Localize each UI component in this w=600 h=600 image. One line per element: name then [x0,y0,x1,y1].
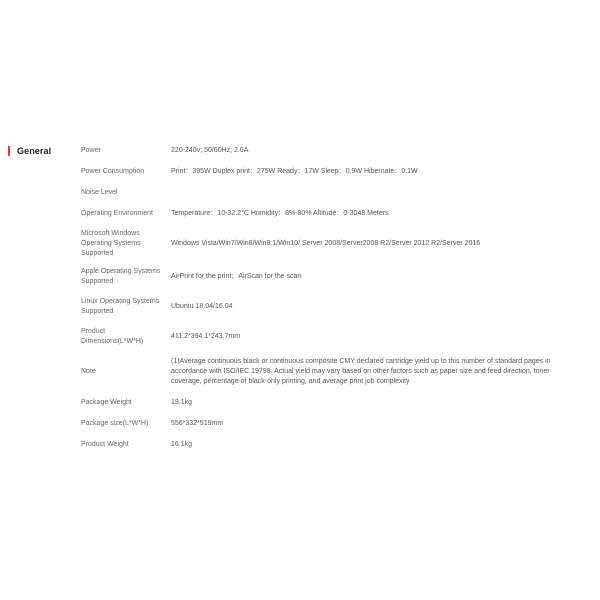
spec-row-linux-supported [81,296,581,318]
spec-value: 19.1kg [171,399,193,406]
spec-row-noise-level [81,186,581,200]
section-title: General [17,146,52,156]
spec-label: Linux Operating Systems Supported [81,298,160,315]
spec-row-windows-supported [81,228,581,260]
spec-row-power-consumption [81,165,581,179]
spec-label: Package size(L*W*H) [81,420,149,427]
spec-label: Product Dimensions(L*W*H) [81,328,144,345]
spec-label: Note [81,368,96,375]
spec-label: Microsoft Windows Operating Systems Supported [81,230,141,257]
spec-row-apple-supported [81,266,581,288]
section-accent-bar [8,146,10,156]
spec-label: Power [81,147,101,154]
spec-row-power [81,144,581,158]
spec-row-note [81,356,581,388]
spec-value: 16.1kg [171,441,193,448]
spec-value: Ubuntu 18.04/16.04 [171,303,233,310]
spec-row-package-size [81,417,581,431]
section-heading [8,146,51,156]
spec-table [81,144,581,452]
spec-label: Power Consumption [81,168,145,175]
spec-label: Product Weight [81,441,129,448]
spec-row-product-weight [81,438,581,452]
spec-label: Noise Level [81,189,118,196]
spec-value: (1)Average continuous black or continuous composite CMY declared cartridge yield up to this number of standard pages in accordance with ISO/IEC 19798. Actual yield may vary based on other factors such as paper size and feed direction, toner coverage, percentage of black-only printing, and average print job complexity [171,358,551,385]
spec-value: 556*332*519mm [171,420,224,427]
spec-label: Operating Environment [81,210,153,217]
spec-row-package-weight [81,396,581,410]
spec-row-operating-environment [81,207,581,221]
spec-label: Package Weight [81,399,132,406]
spec-row-product-dimensions [81,326,581,348]
spec-value: Print：395W Duplex print：275W Ready：17W Sleep：0.9W Hibernate：0.1W [171,168,418,175]
spec-value: 411.2*394.1*243.7mm [171,333,241,340]
spec-value: Temperature：10-32.2℃ Humidity：8%-80% Altitude：0-3048 Meters [171,210,389,217]
spec-value: 220-240v; 50/60Hz; 2.6A [171,147,249,154]
spec-label: Apple Operating Systems Supported [81,268,161,285]
spec-value: AirPrint for the print；AirScan for the scan [171,273,302,280]
spec-value: Windows Vista/Win7/Win8/Win8.1/Win10/ Server 2008/Server2008 R2/Server 2012 R2/Server 2016 [171,240,481,247]
